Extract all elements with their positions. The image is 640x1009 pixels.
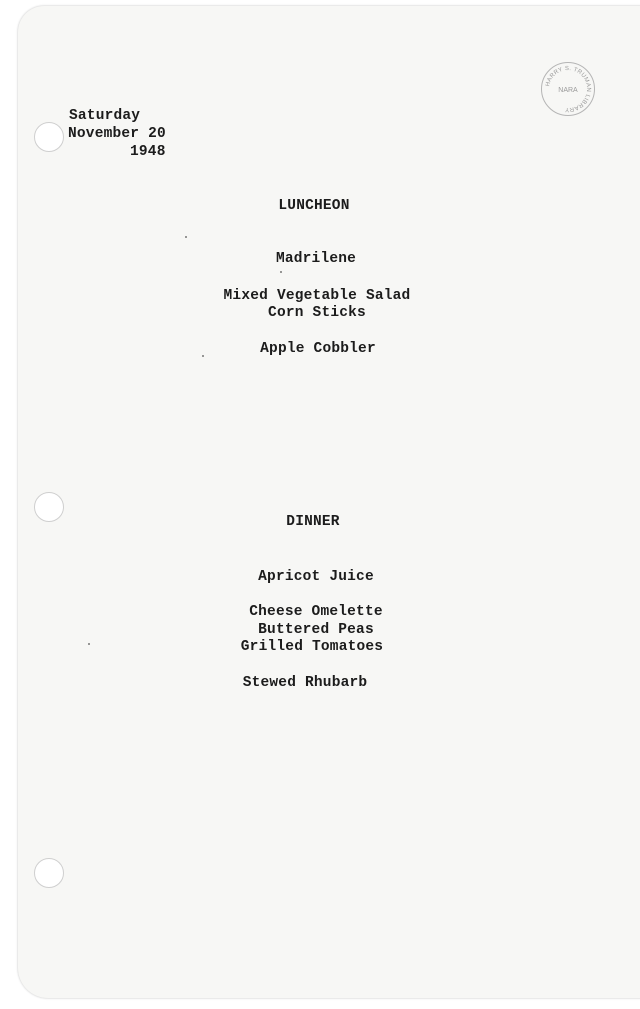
- punch-hole-top: [34, 122, 64, 152]
- paper-speck: [185, 236, 187, 238]
- header-date: November 20: [68, 126, 166, 142]
- stamp-inner-text: NARA: [557, 86, 578, 94]
- punch-hole-bottom: [34, 858, 64, 888]
- dinner-item-rhubarb: Stewed Rhubarb: [242, 675, 368, 691]
- paper-speck: [88, 643, 90, 645]
- stamp-outer-text: HARRY S. TRUMAN LIBRARY: [544, 65, 591, 112]
- header-day: Saturday: [69, 108, 141, 124]
- paper-speck: [202, 355, 204, 357]
- luncheon-heading: LUNCHEON: [278, 198, 350, 214]
- luncheon-item-corn-sticks: Corn Sticks: [268, 305, 366, 321]
- luncheon-item-cobbler: Apple Cobbler: [260, 341, 376, 357]
- dinner-item-omelette: Cheese Omelette: [249, 604, 383, 620]
- menu-page: [18, 6, 640, 998]
- dinner-item-peas: Buttered Peas: [258, 622, 374, 638]
- dinner-heading: DINNER: [286, 514, 340, 530]
- header-year: 1948: [130, 144, 166, 160]
- luncheon-item-salad: Mixed Vegetable Salad: [223, 288, 411, 304]
- paper-speck: [280, 271, 282, 273]
- dinner-item-juice: Apricot Juice: [258, 569, 374, 585]
- dinner-item-tomatoes: Grilled Tomatoes: [240, 639, 384, 655]
- archive-stamp-seal: [541, 62, 595, 116]
- luncheon-item-madrilene: Madrilene: [275, 251, 357, 267]
- archive-stamp: [541, 62, 595, 116]
- punch-hole-middle: [34, 492, 64, 522]
